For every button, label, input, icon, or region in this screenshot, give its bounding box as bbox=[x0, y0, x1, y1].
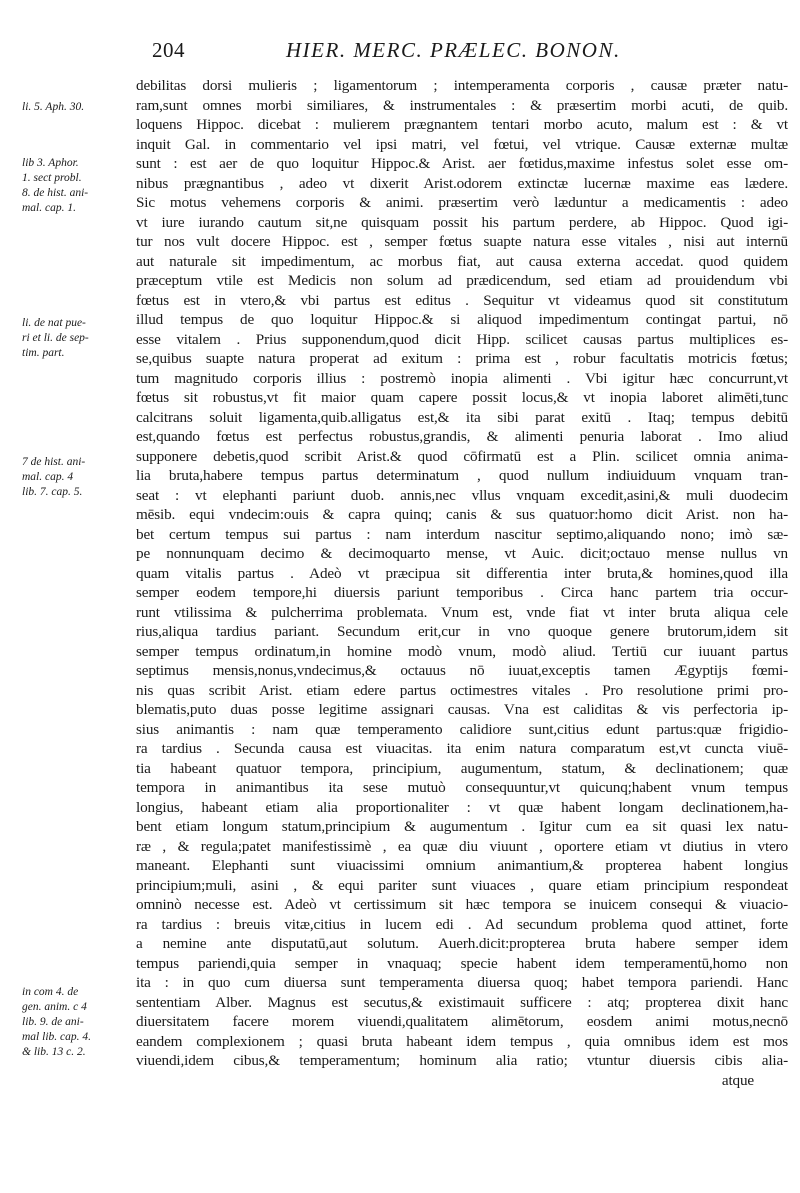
text-line: nibus prægnantibus , adeo vt dixerit Arist.odorem extinctæ lucernæ maxime eas lædere. bbox=[136, 174, 788, 192]
running-title: HIER. MERC. PRÆLEC. BONON. bbox=[286, 38, 621, 62]
text-line: mēsib. equi vndecim:ouis & capra quinq; canis & sus quatuor:homo dicit Arist. non ha- bbox=[136, 506, 788, 523]
text-line: tempus pariendi,quia semper in vnaquaq; specie habent idem temperamentū,homo non bbox=[136, 954, 788, 972]
text-line: inquit Gal. in commentario vel ipsi matri, vel fœtui, vel vtrique. Causæ externæ multæ bbox=[136, 135, 788, 153]
margin-note-line: mal lib. cap. 4. bbox=[22, 1031, 91, 1043]
text-line: atque bbox=[721, 1071, 754, 1089]
text-line: sius animantis : nam quæ temperamento calidiore sunt,citius edunt partus:quæ frigidio- bbox=[136, 720, 788, 738]
text-line: quam vitalis partus . Adeò vt præcipua sit differentia inter bruta,& homines,quod illa bbox=[136, 564, 788, 582]
margin-note-line: lib 3. Aphor. bbox=[22, 157, 79, 169]
text-line: sunt : est aer de quo loquitur Hippoc.& Arist. aer fœtidus,maxime infestus solet esse om- bbox=[136, 155, 788, 172]
margin-note-line: 7 de hist. ani- bbox=[22, 456, 86, 468]
text-line: loquens Hippoc. dicebat : mulierem prægnantem tentari morbo acuto, malum est : & vt bbox=[136, 116, 788, 133]
text-line: ræ , & regula;patet manifestissimè , ea quæ diu viuunt , oportere etiam vt diutius in vtero bbox=[136, 837, 788, 855]
text-line: debilitas dorsi mulieris ; ligamentorum ; intemperamenta corporis , causæ præter natu- bbox=[136, 77, 788, 94]
margin-note bbox=[22, 985, 134, 1060]
text-line: ita : in quo cum diuersa sunt temperamenta diuersa quoq; habet tempora pariendi. Hanc bbox=[136, 974, 788, 991]
text-line: omninò necesse est. Adeò vt certissimum sit hæc tempora se inuicem consequi & viuacio- bbox=[136, 896, 788, 913]
text-line: pe nonnunquam decimo & decimoquarto mense, vt Auic. dicit;octauo mense nullus vn bbox=[136, 545, 788, 562]
text-line: longius, habeant etiam alia proportionaliter : vt quæ habent longam declinationem,ha- bbox=[136, 798, 788, 816]
text-line: viuendi,idem cibus,& temperamentum; hominum alia ratio; vtuntur diuersis cibis alia- bbox=[136, 1052, 788, 1069]
margin-note-line: in com 4. de bbox=[22, 986, 79, 998]
text-line: blematis,puto duas posse legitime assignari causas. Vna est caliditas & vis perfectoria ip- bbox=[136, 701, 788, 718]
text-line: nis quas scribit Arist. etiam edere partus octimestres vitales . Pro resolutione primi pro- bbox=[136, 681, 788, 699]
margin-note-line: mal. cap. 4 bbox=[22, 471, 74, 483]
text-line: ram,sunt omnes morbi similiares, & instrumentales : & præsertim morbi acuti, de quib. bbox=[136, 96, 788, 114]
text-line: eandem complexionem ; quasi bruta habeant idem tempus , quia omnibus idem est mos bbox=[136, 1032, 788, 1050]
text-line: runt vtilissima & pulcherrima problemata. Vnum est, vnde fiat vt inter bruta aliqua cele bbox=[136, 603, 788, 621]
text-line: ra tardius . Secunda causa est viuacitas. ita enim natura comparatum est,vt cuncta viuē- bbox=[136, 740, 788, 757]
text-line: diuersitatem facere morem viuendi,qualitatem alimētorum, eosdem animi motus,necnō bbox=[136, 1013, 788, 1030]
text-line: lia bruta,habere tempus partus determinatum , quod nullum indiuiduum vnquam tran- bbox=[136, 467, 788, 484]
text-line: maneant. Elephanti sunt viuacissimi omnium animantium,& propterea habent longius bbox=[136, 857, 788, 874]
margin-note bbox=[22, 316, 134, 361]
text-line: seat : vt elephanti pariunt duob. annis,nec vllus vnquam excedit,asini,& muli duodecim bbox=[136, 486, 788, 504]
text-line: tur nos vult docere Hippoc. est , semper fœtus suapte natura esse vitales , nisi aut internū bbox=[136, 233, 788, 250]
text-line: esse vitalem . Prius supponendum,quod dicit Hipp. scilicet causas partus multiplices es- bbox=[136, 330, 788, 348]
text-line: calcitrans soluit ligamenta,quib.alligatus est,& ita sibi parat exitū . Itaq; tempus debitū bbox=[136, 408, 788, 426]
text-line: præceptum vtile est Medicis non solum ad prædicendum, sed etiam ad prouidendum vbi bbox=[136, 272, 788, 289]
text-line: fœtus sit robustus,vt fit maior quam capere possit locus,& vt inopia laboret alimēti,tunc bbox=[136, 389, 788, 406]
text-line: tum magnitudo corporis illius : postremò inopia alimenti . Vbi igitur hæc concurrunt,vt bbox=[136, 369, 788, 387]
margin-note bbox=[22, 156, 134, 216]
text-line: sententiam Alber. Magnus est secutus,& existimauit sufficere : atq; propterea dixit hanc bbox=[136, 993, 788, 1011]
text-line: illud tempus de quo loquitur Hippoc.& si aliquod impedimentum contingat partui, nō bbox=[136, 311, 788, 328]
margin-note-line: li. de nat pue- bbox=[22, 317, 86, 329]
margin-note bbox=[22, 455, 134, 500]
margin-note bbox=[22, 100, 134, 115]
text-line: principium;muli, asini , & equi pariter sunt viuaces , quare etiam principium respondeat bbox=[136, 876, 788, 894]
margin-note-line: tim. part. bbox=[22, 347, 65, 359]
body-text bbox=[136, 76, 788, 1090]
margin-note-line: gen. anim. c 4 bbox=[22, 1001, 87, 1013]
margin-note-line: ri et li. de sep- bbox=[22, 332, 89, 344]
margin-note-line: li. 5. Aph. 30. bbox=[22, 101, 85, 113]
margin-note-line: mal. cap. 1. bbox=[22, 202, 76, 214]
text-line: vt iure iurando cautum sit,ne quisquam possit his partum perdere, ab Hippoc. Quod igi- bbox=[136, 213, 788, 231]
page-number: 204 bbox=[152, 38, 185, 62]
text-line: supponere debetis,quod scribit Arist.& quod cōfirmatū est a Plin. scilicet omnia anima- bbox=[136, 447, 788, 465]
margin-note-line: 1. sect probl. bbox=[22, 172, 82, 184]
margin-note-line: lib. 9. de ani- bbox=[22, 1016, 84, 1028]
text-line: a nemine ante disputatū,aut solutum. Auerh.dicit:propterea bruta habere semper idem bbox=[136, 935, 788, 952]
text-line: septimus mensis,nonus,vndecimus,& octauus nō iuuat,exceptis tamen Ægyptijs fœmi- bbox=[136, 662, 788, 679]
text-line: Sic motus vehemens corporis & animi. præsertim verò læduntur a medicamentis : adeo bbox=[136, 194, 788, 211]
margin-note-line: lib. 7. cap. 5. bbox=[22, 486, 83, 498]
text-line: bent etiam longum statum,principium & augumentum . Igitur cum ea sit quasi lex natu- bbox=[136, 818, 788, 835]
text-line: ra tardius : breuis vitæ,citius in lucem edi . Ad secundum problema quod attinet, forte bbox=[136, 915, 788, 933]
text-line: aut naturale sit impedimentum, ac morbus fiat, aut causa externa accedat. quod quidem bbox=[136, 252, 788, 270]
text-line: fœtus est in vtero,& vbi partus est editus . Sequitur vt videamus quod sit constitutum bbox=[136, 291, 788, 309]
text-line: semper tempus ordinatum,in homine modò vnum, modò aliud. Tertiū cur iuuant partus bbox=[136, 642, 788, 660]
text-line: tempora in animantibus ita sese mutuò consequuntur,vt quicunq;habent vnum tempus bbox=[136, 779, 788, 796]
text-line: semper eodem tempore,hi diuersis pariunt temporibus . Circa hanc partem tria occur- bbox=[136, 584, 788, 601]
margin-note-line: 8. de hist. ani- bbox=[22, 187, 89, 199]
text-line: bet certum tempus sui partus : nam interdum nascitur septimo,aliquando nono; imò sæ- bbox=[136, 525, 788, 543]
text-line: est,quando fœtus est perfectus robustus,grandis, & alimenti penuria laborat . Imo aliud bbox=[136, 428, 788, 445]
text-line: rius,aliqua tardius pariant. Secundum erit,cur in vno quoque genere brutorum,idem sit bbox=[136, 623, 788, 640]
text-line: tia habeant quatuor tempora, principium, augumentum, statum, & declinationem; quæ bbox=[136, 759, 788, 777]
margin-note-line: & lib. 13 c. 2. bbox=[22, 1046, 86, 1058]
text-line: se,quibus suapte natura properat ad exitum : prima est , robur facultatis motricis fœtus; bbox=[136, 350, 788, 367]
